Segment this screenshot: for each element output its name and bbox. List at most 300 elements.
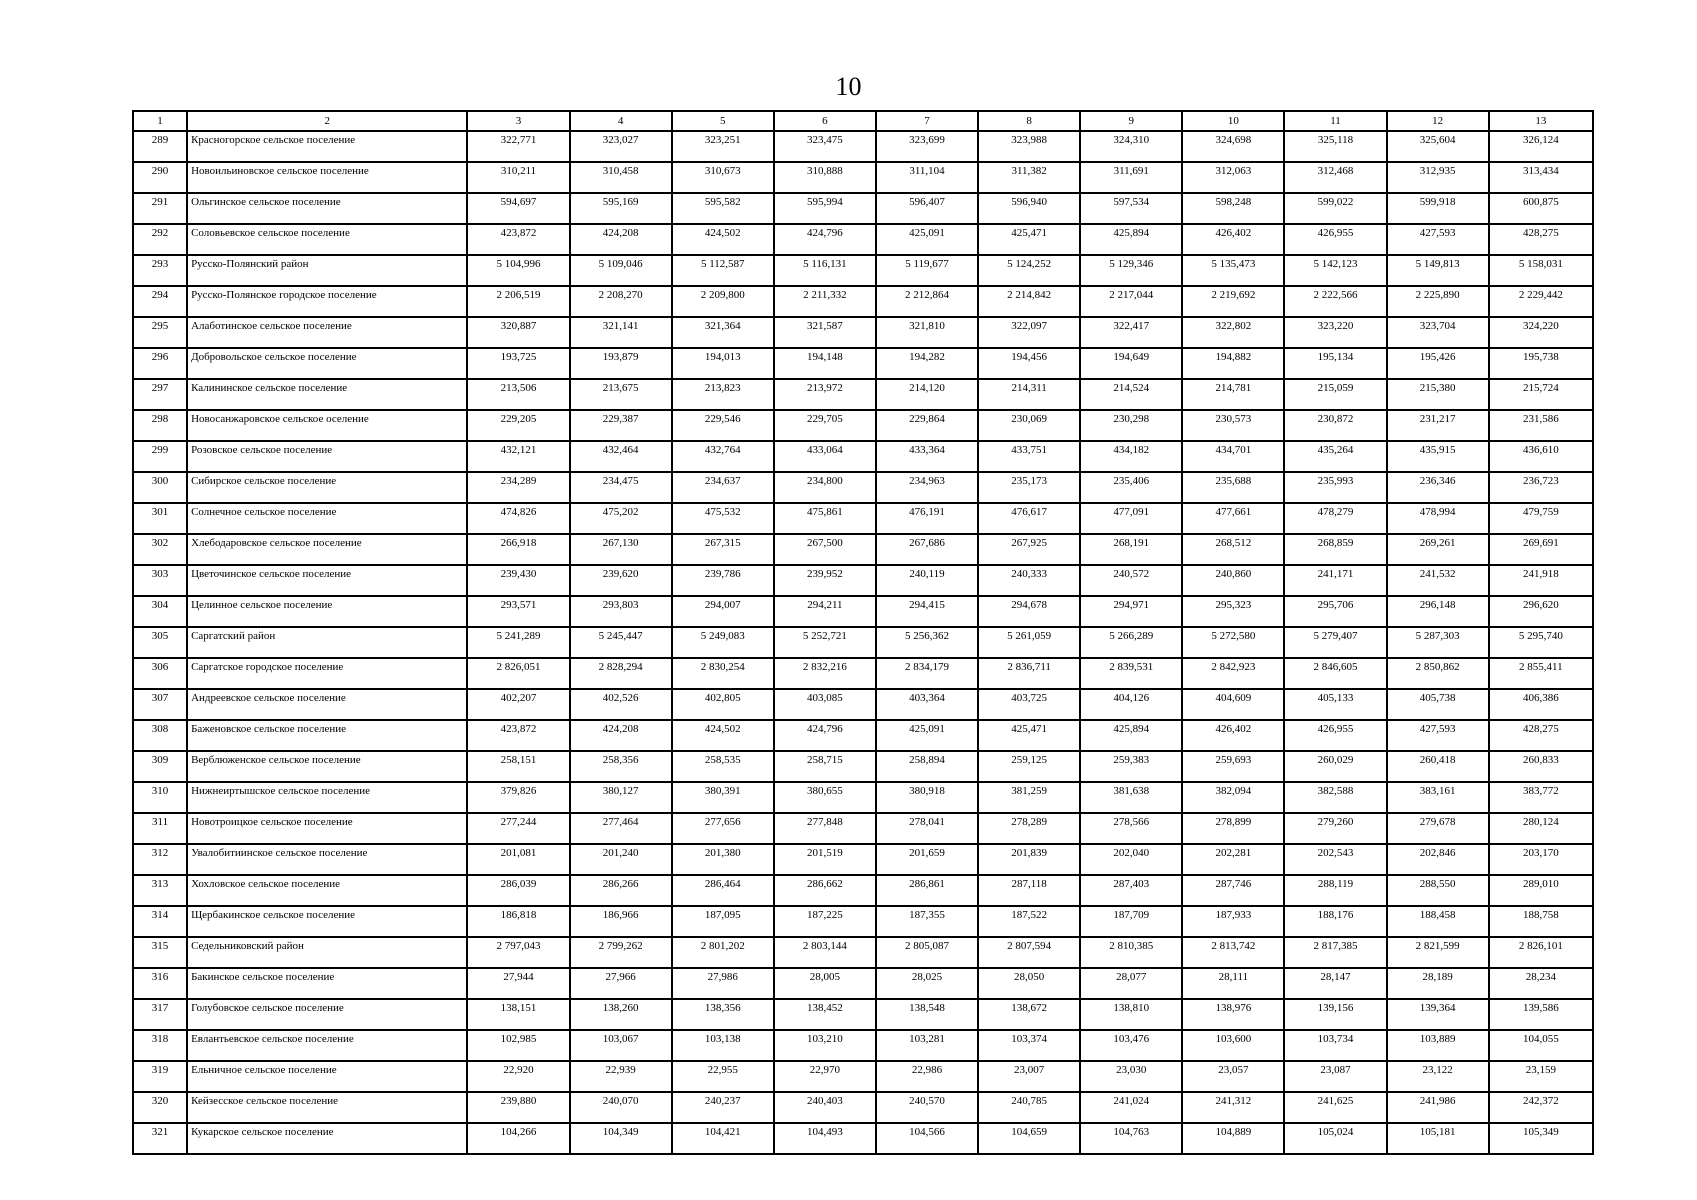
value-cell: 194,148 (774, 348, 876, 379)
value-cell: 203,170 (1489, 844, 1593, 875)
value-cell: 2 810,385 (1080, 937, 1182, 968)
value-cell: 268,512 (1182, 534, 1284, 565)
value-cell: 23,122 (1387, 1061, 1489, 1092)
value-cell: 229,864 (876, 410, 978, 441)
value-cell: 260,833 (1489, 751, 1593, 782)
value-cell: 476,617 (978, 503, 1080, 534)
value-cell: 2 842,923 (1182, 658, 1284, 689)
value-cell: 229,705 (774, 410, 876, 441)
settlement-name-cell: Седельниковский район (187, 937, 467, 968)
value-cell: 5 287,303 (1387, 627, 1489, 658)
value-cell: 241,986 (1387, 1092, 1489, 1123)
value-cell: 23,057 (1182, 1061, 1284, 1092)
data-table (132, 110, 1594, 1155)
value-cell: 139,364 (1387, 999, 1489, 1030)
value-cell: 194,649 (1080, 348, 1182, 379)
value-cell: 267,315 (672, 534, 774, 565)
value-cell: 2 807,594 (978, 937, 1080, 968)
value-cell: 235,173 (978, 472, 1080, 503)
value-cell: 425,091 (876, 224, 978, 255)
row-number-cell: 321 (133, 1123, 187, 1154)
value-cell: 476,191 (876, 503, 978, 534)
value-cell: 286,861 (876, 875, 978, 906)
value-cell: 380,391 (672, 782, 774, 813)
value-cell: 382,588 (1284, 782, 1386, 813)
table-row (133, 999, 1593, 1030)
value-cell: 104,566 (876, 1123, 978, 1154)
value-cell: 139,156 (1284, 999, 1386, 1030)
value-cell: 2 206,519 (467, 286, 569, 317)
value-cell: 424,208 (570, 720, 672, 751)
value-cell: 138,672 (978, 999, 1080, 1030)
value-cell: 425,894 (1080, 224, 1182, 255)
value-cell: 103,889 (1387, 1030, 1489, 1061)
value-cell: 213,823 (672, 379, 774, 410)
value-cell: 138,810 (1080, 999, 1182, 1030)
row-number-cell: 302 (133, 534, 187, 565)
value-cell: 428,275 (1489, 224, 1593, 255)
value-cell: 475,202 (570, 503, 672, 534)
row-number-cell: 290 (133, 162, 187, 193)
value-cell: 201,081 (467, 844, 569, 875)
value-cell: 194,013 (672, 348, 774, 379)
value-cell: 381,259 (978, 782, 1080, 813)
value-cell: 2 855,411 (1489, 658, 1593, 689)
value-cell: 201,380 (672, 844, 774, 875)
value-cell: 240,333 (978, 565, 1080, 596)
value-cell: 293,571 (467, 596, 569, 627)
value-cell: 424,502 (672, 720, 774, 751)
value-cell: 234,637 (672, 472, 774, 503)
value-cell: 201,240 (570, 844, 672, 875)
value-cell: 287,118 (978, 875, 1080, 906)
row-number-cell: 313 (133, 875, 187, 906)
settlement-name-cell: Хохловское сельское поселение (187, 875, 467, 906)
value-cell: 193,879 (570, 348, 672, 379)
value-cell: 383,161 (1387, 782, 1489, 813)
value-cell: 426,402 (1182, 720, 1284, 751)
value-cell: 22,986 (876, 1061, 978, 1092)
value-cell: 277,848 (774, 813, 876, 844)
settlement-name-cell: Алаботинское сельское поселение (187, 317, 467, 348)
value-cell: 425,471 (978, 224, 1080, 255)
row-number-cell: 298 (133, 410, 187, 441)
value-cell: 104,659 (978, 1123, 1080, 1154)
value-cell: 23,030 (1080, 1061, 1182, 1092)
value-cell: 2 828,294 (570, 658, 672, 689)
value-cell: 432,464 (570, 441, 672, 472)
value-cell: 104,266 (467, 1123, 569, 1154)
value-cell: 294,415 (876, 596, 978, 627)
table-row (133, 534, 1593, 565)
settlement-name-cell: Соловьевское сельское поселение (187, 224, 467, 255)
value-cell: 268,859 (1284, 534, 1386, 565)
value-cell: 381,638 (1080, 782, 1182, 813)
value-cell: 433,064 (774, 441, 876, 472)
value-cell: 28,050 (978, 968, 1080, 999)
value-cell: 2 821,599 (1387, 937, 1489, 968)
column-header: 6 (774, 111, 876, 131)
value-cell: 22,955 (672, 1061, 774, 1092)
value-cell: 294,007 (672, 596, 774, 627)
value-cell: 321,810 (876, 317, 978, 348)
table-row (133, 410, 1593, 441)
value-cell: 215,724 (1489, 379, 1593, 410)
value-cell: 2 212,864 (876, 286, 978, 317)
value-cell: 279,260 (1284, 813, 1386, 844)
value-cell: 321,587 (774, 317, 876, 348)
value-cell: 239,430 (467, 565, 569, 596)
value-cell: 294,678 (978, 596, 1080, 627)
row-number-cell: 294 (133, 286, 187, 317)
value-cell: 324,698 (1182, 131, 1284, 162)
row-number-cell: 317 (133, 999, 187, 1030)
value-cell: 403,085 (774, 689, 876, 720)
value-cell: 259,125 (978, 751, 1080, 782)
value-cell: 322,417 (1080, 317, 1182, 348)
value-cell: 294,971 (1080, 596, 1182, 627)
value-cell: 2 830,254 (672, 658, 774, 689)
value-cell: 323,027 (570, 131, 672, 162)
value-cell: 5 272,580 (1182, 627, 1284, 658)
value-cell: 187,095 (672, 906, 774, 937)
settlement-name-cell: Новосанжаровское сельское оселение (187, 410, 467, 441)
value-cell: 479,759 (1489, 503, 1593, 534)
value-cell: 434,182 (1080, 441, 1182, 472)
value-cell: 22,939 (570, 1061, 672, 1092)
value-cell: 213,675 (570, 379, 672, 410)
value-cell: 239,620 (570, 565, 672, 596)
row-number-cell: 303 (133, 565, 187, 596)
settlement-name-cell: Баженовское сельское поселение (187, 720, 467, 751)
settlement-name-cell: Щербакинское сельское поселение (187, 906, 467, 937)
value-cell: 258,356 (570, 751, 672, 782)
value-cell: 286,039 (467, 875, 569, 906)
value-cell: 186,966 (570, 906, 672, 937)
value-cell: 267,130 (570, 534, 672, 565)
value-cell: 321,141 (570, 317, 672, 348)
value-cell: 214,311 (978, 379, 1080, 410)
column-header: 13 (1489, 111, 1593, 131)
column-header: 1 (133, 111, 187, 131)
table-row (133, 596, 1593, 627)
table-row (133, 255, 1593, 286)
value-cell: 278,041 (876, 813, 978, 844)
settlement-name-cell: Цветочинское сельское поселение (187, 565, 467, 596)
value-cell: 104,763 (1080, 1123, 1182, 1154)
value-cell: 436,610 (1489, 441, 1593, 472)
value-cell: 277,656 (672, 813, 774, 844)
value-cell: 234,475 (570, 472, 672, 503)
value-cell: 2 222,566 (1284, 286, 1386, 317)
value-cell: 320,887 (467, 317, 569, 348)
value-cell: 424,796 (774, 224, 876, 255)
table-row (133, 627, 1593, 658)
value-cell: 194,456 (978, 348, 1080, 379)
value-cell: 435,264 (1284, 441, 1386, 472)
value-cell: 423,872 (467, 224, 569, 255)
value-cell: 104,493 (774, 1123, 876, 1154)
value-cell: 2 850,862 (1387, 658, 1489, 689)
value-cell: 310,888 (774, 162, 876, 193)
value-cell: 475,532 (672, 503, 774, 534)
value-cell: 241,532 (1387, 565, 1489, 596)
table-row (133, 441, 1593, 472)
value-cell: 311,691 (1080, 162, 1182, 193)
value-cell: 138,356 (672, 999, 774, 1030)
value-cell: 323,988 (978, 131, 1080, 162)
value-cell: 187,709 (1080, 906, 1182, 937)
value-cell: 2 839,531 (1080, 658, 1182, 689)
value-cell: 380,918 (876, 782, 978, 813)
row-number-cell: 292 (133, 224, 187, 255)
column-header: 12 (1387, 111, 1489, 131)
value-cell: 105,349 (1489, 1123, 1593, 1154)
value-cell: 2 799,262 (570, 937, 672, 968)
value-cell: 312,063 (1182, 162, 1284, 193)
value-cell: 280,124 (1489, 813, 1593, 844)
value-cell: 324,310 (1080, 131, 1182, 162)
table-row (133, 193, 1593, 224)
value-cell: 2 797,043 (467, 937, 569, 968)
column-header: 10 (1182, 111, 1284, 131)
table-row (133, 1123, 1593, 1154)
value-cell: 323,251 (672, 131, 774, 162)
value-cell: 594,697 (467, 193, 569, 224)
value-cell: 2 209,800 (672, 286, 774, 317)
settlement-name-cell: Саргатский район (187, 627, 467, 658)
value-cell: 5 266,289 (1080, 627, 1182, 658)
value-cell: 312,468 (1284, 162, 1386, 193)
value-cell: 194,882 (1182, 348, 1284, 379)
value-cell: 234,289 (467, 472, 569, 503)
value-cell: 5 104,996 (467, 255, 569, 286)
row-number-cell: 312 (133, 844, 187, 875)
table-row (133, 162, 1593, 193)
value-cell: 236,346 (1387, 472, 1489, 503)
row-number-cell: 318 (133, 1030, 187, 1061)
value-cell: 236,723 (1489, 472, 1593, 503)
value-cell: 103,067 (570, 1030, 672, 1061)
row-number-cell: 301 (133, 503, 187, 534)
row-number-cell: 295 (133, 317, 187, 348)
value-cell: 402,526 (570, 689, 672, 720)
value-cell: 2 836,711 (978, 658, 1080, 689)
value-cell: 5 158,031 (1489, 255, 1593, 286)
settlement-name-cell: Целинное сельское поселение (187, 596, 467, 627)
value-cell: 599,022 (1284, 193, 1386, 224)
value-cell: 597,534 (1080, 193, 1182, 224)
value-cell: 267,686 (876, 534, 978, 565)
value-cell: 325,604 (1387, 131, 1489, 162)
value-cell: 323,475 (774, 131, 876, 162)
value-cell: 595,582 (672, 193, 774, 224)
column-header: 5 (672, 111, 774, 131)
value-cell: 2 805,087 (876, 937, 978, 968)
row-number-cell: 319 (133, 1061, 187, 1092)
table-row (133, 782, 1593, 813)
column-header: 9 (1080, 111, 1182, 131)
value-cell: 103,281 (876, 1030, 978, 1061)
table-row (133, 503, 1593, 534)
value-cell: 310,673 (672, 162, 774, 193)
value-cell: 423,872 (467, 720, 569, 751)
row-number-cell: 305 (133, 627, 187, 658)
value-cell: 27,986 (672, 968, 774, 999)
settlement-name-cell: Кейзесское сельское поселение (187, 1092, 467, 1123)
value-cell: 104,055 (1489, 1030, 1593, 1061)
value-cell: 595,994 (774, 193, 876, 224)
row-number-cell: 315 (133, 937, 187, 968)
value-cell: 424,796 (774, 720, 876, 751)
table-row (133, 379, 1593, 410)
settlement-name-cell: Розовское сельское поселение (187, 441, 467, 472)
value-cell: 28,111 (1182, 968, 1284, 999)
value-cell: 379,826 (467, 782, 569, 813)
value-cell: 188,758 (1489, 906, 1593, 937)
value-cell: 596,407 (876, 193, 978, 224)
value-cell: 2 817,385 (1284, 937, 1386, 968)
value-cell: 269,261 (1387, 534, 1489, 565)
settlement-name-cell: Новотроицкое сельское поселение (187, 813, 467, 844)
value-cell: 326,124 (1489, 131, 1593, 162)
value-cell: 213,972 (774, 379, 876, 410)
value-cell: 403,725 (978, 689, 1080, 720)
value-cell: 241,918 (1489, 565, 1593, 596)
value-cell: 474,826 (467, 503, 569, 534)
table-row (133, 472, 1593, 503)
table-row (133, 565, 1593, 596)
value-cell: 202,040 (1080, 844, 1182, 875)
settlement-name-cell: Голубовское сельское поселение (187, 999, 467, 1030)
value-cell: 28,147 (1284, 968, 1386, 999)
value-cell: 23,087 (1284, 1061, 1386, 1092)
value-cell: 2 832,216 (774, 658, 876, 689)
header-row (133, 111, 1593, 131)
value-cell: 202,543 (1284, 844, 1386, 875)
value-cell: 23,159 (1489, 1061, 1593, 1092)
value-cell: 435,915 (1387, 441, 1489, 472)
value-cell: 240,860 (1182, 565, 1284, 596)
settlement-name-cell: Красногорское сельское поселение (187, 131, 467, 162)
value-cell: 138,452 (774, 999, 876, 1030)
value-cell: 235,406 (1080, 472, 1182, 503)
table-row (133, 317, 1593, 348)
value-cell: 404,609 (1182, 689, 1284, 720)
value-cell: 138,260 (570, 999, 672, 1030)
value-cell: 311,104 (876, 162, 978, 193)
row-number-cell: 289 (133, 131, 187, 162)
value-cell: 28,234 (1489, 968, 1593, 999)
value-cell: 195,426 (1387, 348, 1489, 379)
value-cell: 323,699 (876, 131, 978, 162)
value-cell: 322,771 (467, 131, 569, 162)
value-cell: 2 219,692 (1182, 286, 1284, 317)
value-cell: 2 826,051 (467, 658, 569, 689)
value-cell: 188,458 (1387, 906, 1489, 937)
value-cell: 195,134 (1284, 348, 1386, 379)
settlement-name-cell: Новоильиновское сельское поселение (187, 162, 467, 193)
value-cell: 230,069 (978, 410, 1080, 441)
value-cell: 202,281 (1182, 844, 1284, 875)
value-cell: 402,207 (467, 689, 569, 720)
value-cell: 138,548 (876, 999, 978, 1030)
value-cell: 241,171 (1284, 565, 1386, 596)
value-cell: 311,382 (978, 162, 1080, 193)
value-cell: 239,880 (467, 1092, 569, 1123)
value-cell: 240,070 (570, 1092, 672, 1123)
value-cell: 187,933 (1182, 906, 1284, 937)
value-cell: 2 211,332 (774, 286, 876, 317)
value-cell: 240,403 (774, 1092, 876, 1123)
value-cell: 5 241,289 (467, 627, 569, 658)
value-cell: 230,573 (1182, 410, 1284, 441)
value-cell: 201,839 (978, 844, 1080, 875)
table-row (133, 968, 1593, 999)
value-cell: 260,029 (1284, 751, 1386, 782)
value-cell: 432,121 (467, 441, 569, 472)
value-cell: 28,005 (774, 968, 876, 999)
table-row (133, 875, 1593, 906)
value-cell: 266,918 (467, 534, 569, 565)
value-cell: 5 252,721 (774, 627, 876, 658)
value-cell: 286,464 (672, 875, 774, 906)
value-cell: 425,894 (1080, 720, 1182, 751)
row-number-cell: 308 (133, 720, 187, 751)
value-cell: 325,118 (1284, 131, 1386, 162)
row-number-cell: 314 (133, 906, 187, 937)
value-cell: 2 826,101 (1489, 937, 1593, 968)
value-cell: 240,570 (876, 1092, 978, 1123)
value-cell: 239,786 (672, 565, 774, 596)
value-cell: 193,725 (467, 348, 569, 379)
value-cell: 296,620 (1489, 596, 1593, 627)
value-cell: 5 142,123 (1284, 255, 1386, 286)
value-cell: 213,506 (467, 379, 569, 410)
value-cell: 295,323 (1182, 596, 1284, 627)
value-cell: 433,364 (876, 441, 978, 472)
value-cell: 28,189 (1387, 968, 1489, 999)
table-row (133, 689, 1593, 720)
table-row (133, 286, 1593, 317)
value-cell: 478,279 (1284, 503, 1386, 534)
value-cell: 426,955 (1284, 224, 1386, 255)
settlement-name-cell: Верблюженское сельское поселение (187, 751, 467, 782)
value-cell: 287,746 (1182, 875, 1284, 906)
value-cell: 383,772 (1489, 782, 1593, 813)
value-cell: 382,094 (1182, 782, 1284, 813)
value-cell: 214,120 (876, 379, 978, 410)
value-cell: 294,211 (774, 596, 876, 627)
value-cell: 201,519 (774, 844, 876, 875)
value-cell: 105,181 (1387, 1123, 1489, 1154)
value-cell: 405,133 (1284, 689, 1386, 720)
value-cell: 102,985 (467, 1030, 569, 1061)
row-number-cell: 296 (133, 348, 187, 379)
value-cell: 241,625 (1284, 1092, 1386, 1123)
value-cell: 424,502 (672, 224, 774, 255)
value-cell: 229,205 (467, 410, 569, 441)
table-row (133, 720, 1593, 751)
value-cell: 267,500 (774, 534, 876, 565)
value-cell: 478,994 (1387, 503, 1489, 534)
row-number-cell: 309 (133, 751, 187, 782)
value-cell: 288,119 (1284, 875, 1386, 906)
value-cell: 139,586 (1489, 999, 1593, 1030)
table-row (133, 658, 1593, 689)
value-cell: 5 119,677 (876, 255, 978, 286)
value-cell: 404,126 (1080, 689, 1182, 720)
